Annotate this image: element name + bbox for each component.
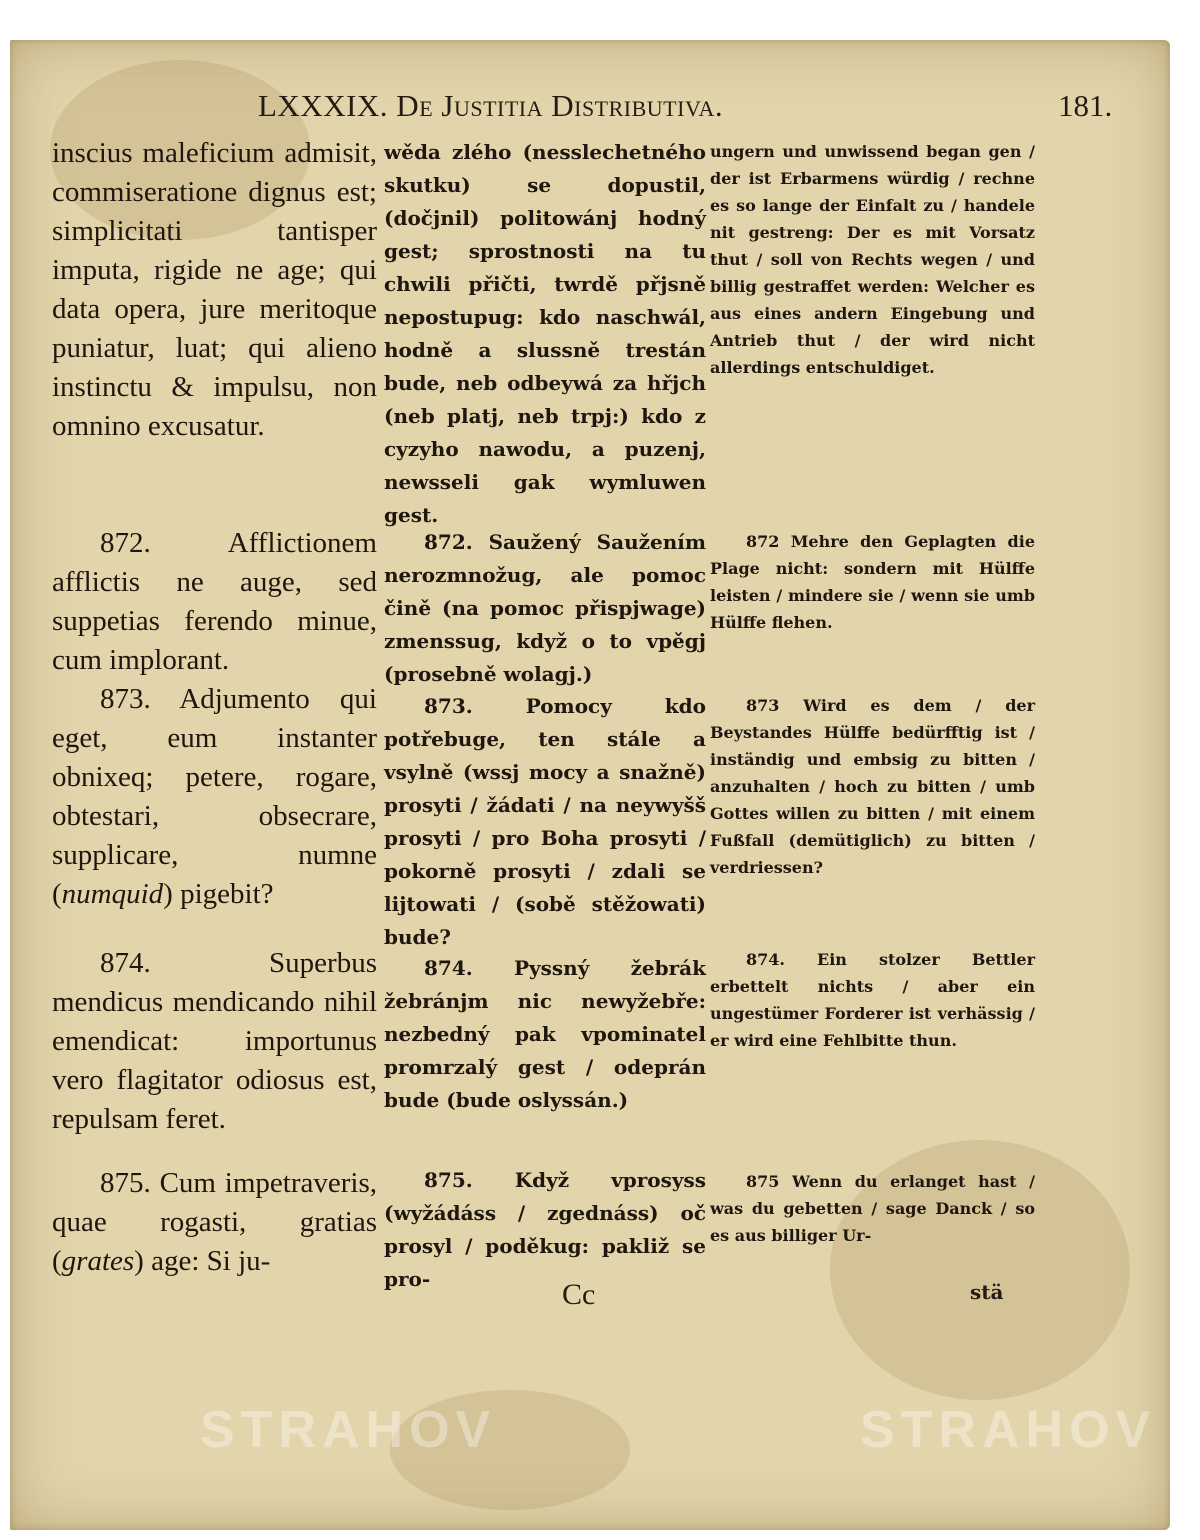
czech-paragraph-872: 872. Saužený Saužením nerozmnožug, ale pomoc čině (na pomoc přispjwage) zmenssug, když o to vpěgj (prosebně wolagj.)	[384, 530, 706, 686]
latin-paragraph-875	[52, 1164, 377, 1281]
czech-intro: wěda zlého (nesslechetného skutku) se dopustil, (dočjnil) politowánj hodný gest; sprostnosti na tu chwili přičti, twrdě přjsně nepostupug: kdo naschwál, hodně a slussně trestán bude, neb odbeywá za hřjch (neb platj, neb trpj:) kdo z cyzyho nawodu, a puzenj, newsseli gak wymluwen gest.	[384, 140, 706, 527]
watermark-stamp: STRAHOV	[200, 1401, 497, 1459]
czech-paragraph-875: 875. Když vprosyss (wyžádáss / zgednáss) oč prosyl / poděkug: pakliž se pro-	[384, 1168, 706, 1291]
catchword: stä	[970, 1280, 1004, 1304]
latin-873-text: 873. Adjumento qui eget, eum instanter obnixeq; petere, rogare, obtestari, obsecrare, supplicare, numne (	[52, 683, 377, 910]
german-intro: ungern und unwissend began gen / der ist Erbarmens würdig / rechne es so lange der Einfalt zu / handele nit gestreng: Der es mit Vorsatz thut / soll von Rechts wegen / und billig gestraffet werden: Welcher es aus eines andern Eingebung und Antrieb thut / der wird nicht allerdings entschuldiget.	[710, 142, 1035, 377]
running-header: LXXXIX. De Justitia Distributiva.	[258, 88, 724, 123]
german-paragraph-872: 872 Mehre den Geplagten die Plage nicht: sondern mit Hülffe leisten / mindere sie / wenn sie umb Hülffe flehen.	[710, 532, 1035, 632]
latin-paragraph-873	[52, 680, 377, 914]
page-number: 181.	[1058, 88, 1113, 123]
czech-paragraph-874: 874. Pyssný žebrák žebránjm nic newyžebře: nezbedný pak vpominatel promrzalý gest / odeprán bude (bude oslyssán.)	[384, 956, 706, 1112]
latin-873-italic: numquid	[61, 878, 164, 910]
czech-paragraph-873: 873. Pomocy kdo potřebuge, ten stále a vsylně (wssj mocy a snažně) prosyti / žádati / na neywyšš prosyti / pro Boha prosyti / pokorně prosyti / zdali se lijtowati / (sobě stěžowati) bude?	[384, 694, 706, 949]
signature-mark: Cc	[562, 1278, 596, 1311]
latin-paragraph-872: 872. Afflictionem afflictis ne auge, sed suppetias ferendo minue, cum implorant.	[52, 527, 377, 676]
latin-intro: inscius maleficium admisit, commiseratione dignus est; simplicitati tantisper imputa, rigide ne age; qui data opera, jure meritoque puniatur, luat; qui alieno instinctu & impulsu, non omnino excusatur.	[52, 137, 377, 442]
latin-875-italic: grates	[61, 1245, 135, 1277]
german-paragraph-873: 873 Wird es dem / der Beystandes Hülffe bedürfftig ist / inständig und embsig zu bitten / anzuhalten / hoch zu bitten / umb Gottes willen zu bitten / mit einem Fußfall (demütiglich) zu bitten / verdriessen?	[710, 696, 1035, 877]
german-paragraph-875: 875 Wenn du erlanget hast / was du gebetten / sage Danck / so es aus billiger Ur-	[710, 1172, 1035, 1245]
latin-875-text: 875. Cum impetraveris, quae rogasti, gratias (	[52, 1167, 377, 1277]
watermark-stamp: STRAHOV	[860, 1401, 1157, 1459]
latin-875-text-end: ) age: Si ju-	[134, 1245, 271, 1277]
german-paragraph-874: 874. Ein stolzer Bettler erbettelt nichts / aber ein ungestümer Forderer ist verhässig / er wird eine Fehlbitte thun.	[710, 950, 1035, 1050]
latin-873-text-end: ) pigebit?	[163, 878, 274, 910]
latin-paragraph-874: 874. Superbus mendicus mendicando nihil emendicat: importunus vero flagitator odiosus est, repulsam feret.	[52, 947, 377, 1135]
